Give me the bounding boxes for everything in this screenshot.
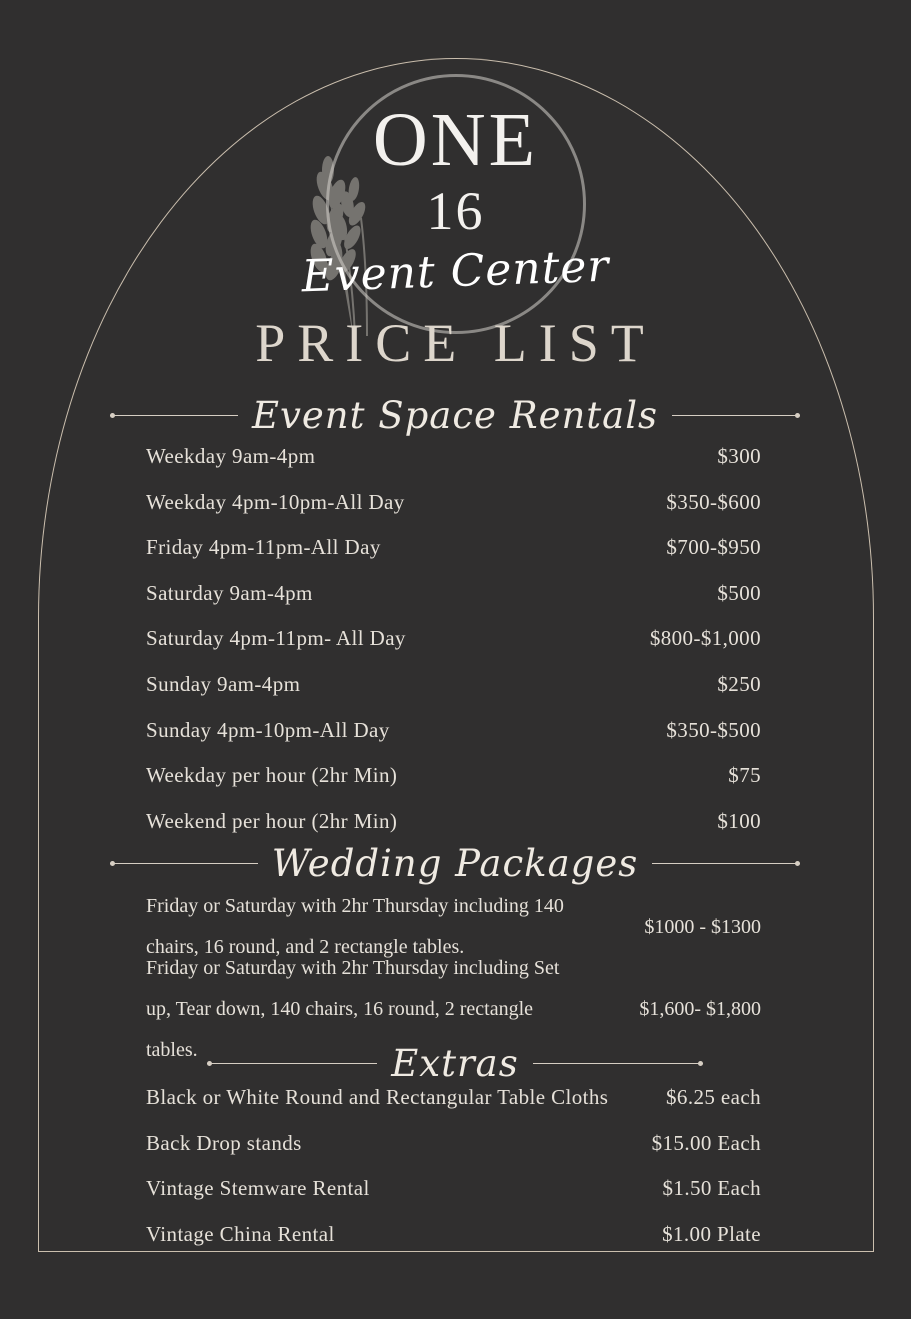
table-row — [146, 718, 761, 764]
row-label: Sunday 9am-4pm — [146, 671, 301, 696]
row-label: Weekday 9am-4pm — [146, 444, 316, 468]
row-label: Weekday 4pm-10pm-All Day — [146, 489, 405, 514]
heading-text: Extras — [391, 1042, 519, 1085]
rentals-table — [146, 444, 761, 854]
row-price: $1,600- $1,800 — [639, 997, 761, 1020]
row-label: Vintage Stemware Rental — [146, 1176, 370, 1201]
row-label: Weekend per hour (2hr Min) — [146, 808, 398, 833]
row-label: Friday 4pm-11pm-All Day — [146, 535, 381, 560]
row-price: $800-$1,000 — [649, 626, 761, 651]
row-label: Friday or Saturday with 2hr Thursday including Set up, Tear down, 140 chairs, 16 round, 2 rectangle tables. — [146, 956, 560, 1061]
table-row — [146, 956, 761, 1061]
table-row — [146, 1131, 761, 1177]
table-row — [146, 763, 761, 809]
heading-rule-right — [533, 1063, 703, 1064]
table-row — [146, 490, 761, 536]
heading-rule-right — [652, 863, 800, 864]
row-label: Black or White Round and Rectangular Table Cloths — [146, 1085, 609, 1109]
row-label: Saturday 4pm-11pm- All Day — [146, 626, 406, 651]
row-label: Friday or Saturday with 2hr Thursday including 140 chairs, 16 round, and 2 rectangle tables. — [146, 895, 564, 958]
row-label: Back Drop stands — [146, 1130, 302, 1155]
heading-rule-left — [110, 415, 238, 416]
row-label: Weekday per hour (2hr Min) — [146, 763, 398, 788]
logo-name-line1: ONE — [372, 98, 539, 182]
table-row — [146, 444, 761, 490]
row-price: $350-$600 — [666, 489, 761, 514]
row-label: Sunday 4pm-10pm-All Day — [146, 717, 390, 742]
table-row — [146, 581, 761, 627]
row-price: $6.25 each — [666, 1085, 761, 1109]
table-row — [146, 626, 761, 672]
heading-rule-left — [110, 863, 258, 864]
row-price: $300 — [717, 444, 761, 468]
section-heading-extras — [110, 1042, 800, 1085]
row-price: $1.50 Each — [662, 1176, 761, 1201]
row-price: $500 — [717, 580, 761, 605]
row-price: $1.00 Plate — [662, 1221, 761, 1246]
row-price: $100 — [717, 808, 761, 833]
table-row — [146, 535, 761, 581]
row-price: $1000 - $1300 — [644, 915, 761, 938]
logo — [0, 62, 911, 312]
heading-text: Event Space Rentals — [251, 394, 659, 437]
section-heading-event-space-rentals — [110, 394, 800, 437]
heading-text: Wedding Packages — [271, 842, 639, 885]
table-row — [146, 1222, 761, 1268]
row-label: Saturday 9am-4pm — [146, 580, 313, 605]
row-price: $15.00 Each — [651, 1130, 761, 1155]
table-row — [146, 1085, 761, 1131]
row-label: Vintage China Rental — [146, 1221, 335, 1246]
row-price: $350-$500 — [666, 717, 761, 742]
logo-script-text: Event Center — [300, 240, 611, 303]
section-heading-wedding-packages — [110, 842, 800, 885]
row-price: $700-$950 — [666, 535, 761, 560]
wedding-packages-table — [146, 886, 761, 1061]
heading-rule-right — [672, 415, 800, 416]
heading-rule-left — [207, 1063, 377, 1064]
row-price: $250 — [717, 671, 761, 696]
logo-name-line2: 16 — [426, 181, 485, 241]
table-row — [146, 672, 761, 718]
table-row — [146, 1176, 761, 1222]
page-title: PRICE LIST — [255, 313, 656, 373]
row-price: $75 — [728, 763, 761, 788]
extras-table — [146, 1085, 761, 1267]
